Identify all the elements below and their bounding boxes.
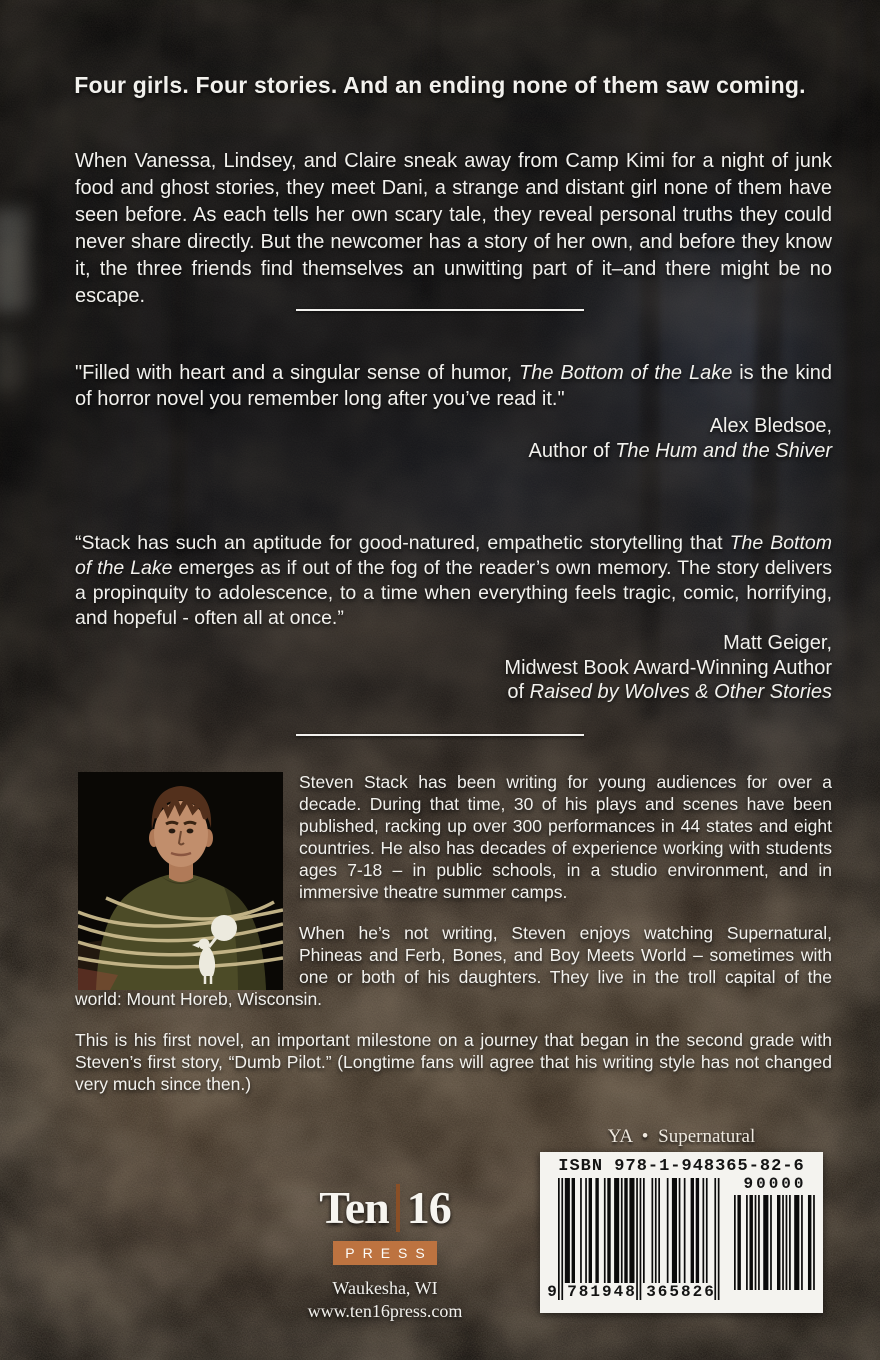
review-attribution-2 — [75, 631, 832, 705]
reviewer-name: Alex Bledsoe, — [709, 415, 832, 437]
review-quote-2: “Stack has such an aptitude for good-natured, empathetic storytelling that The Bottom of the Lake emerges as if out of the fog of the reader’s own memory. The story delivers a propinquity to adolescence, to a time when everything feels tragic, comic, horrifying, and hopeful - often all at once.” — [75, 531, 832, 629]
publisher-website: www.ten16press.com — [307, 1301, 463, 1321]
isbn-label: ISBN 978-1-948365-82-6 — [558, 1157, 805, 1176]
reviewer-name: Matt Geiger, — [723, 632, 832, 654]
ean13-barcode — [558, 1178, 720, 1300]
ean5-supplement-barcode — [734, 1195, 815, 1290]
barcode-digit-group: 365826 — [646, 1283, 716, 1301]
divider-rule — [296, 734, 584, 736]
genre-category-label: YA • Supernatural — [607, 1126, 756, 1147]
publisher-logo-block — [270, 1181, 500, 1322]
press-label: PRESS — [333, 1241, 436, 1265]
bio-paragraph-2: When he’s not writing, Steven enjoys watching Supernatural, Phineas and Ferb, Bones, and Boy Meets World – sometimes with one or both of his daughters. They live in the troll capital of the world: Mount Horeb, Wisconsin. — [75, 923, 832, 1009]
barcode-digit-group: 9 — [547, 1283, 559, 1301]
logo-text-right: 16 — [406, 1182, 451, 1233]
logo-divider-bar — [396, 1184, 400, 1232]
bio-paragraph-1: Steven Stack has been writing for young audiences for over a decade. During that time, 30 of his plays and scenes have been published, racking up over 300 performances in 44 states and eight countries. He also has decades of experience working with students ages 7-18 – in public schools, in a studio environment, and in immersive theatre summer camps. — [299, 772, 832, 902]
ten16-logo — [270, 1181, 500, 1234]
logo-text-left: Ten — [319, 1182, 389, 1233]
barcode-digit-group: 781948 — [567, 1283, 637, 1301]
photo-spacer — [75, 771, 299, 973]
publisher-city: Waukesha, WI — [332, 1278, 438, 1298]
bio-paragraph-3: This is his first novel, an important milestone on a journey that began in the second grade with Steven’s first story, “Dumb Pilot.” (Longtime fans will agree that his writing style has not changed very much since then.) — [75, 1030, 832, 1094]
reviewer-title: Author of The Hum and the Shiver — [528, 440, 832, 462]
reviewer-work: of Raised by Wolves & Other Stories — [507, 681, 832, 703]
isbn-barcode-block — [540, 1152, 823, 1313]
reviewer-title: Midwest Book Award-Winning Author — [504, 656, 832, 679]
divider-rule — [296, 309, 584, 311]
price-code: 90000 — [743, 1175, 807, 1193]
tagline: Four girls. Four stories. And an ending none of them saw coming. — [74, 72, 806, 98]
author-bio — [75, 771, 832, 1114]
review-attribution-1 — [75, 414, 832, 464]
review-quote-1: "Filled with heart and a singular sense of humor, The Bottom of the Lake is the kind of horror novel you remember long after you’ve read it." — [75, 362, 833, 410]
synopsis: When Vanessa, Lindsey, and Claire sneak away from Camp Kimi for a night of junk food and ghost stories, they meet Dani, a strange and distant girl none of them have seen before. As each tells her own scary tale, they reveal personal truths they could never share directly. But the newcomer has a story of her own, and before they know it, the three friends find themselves an unwitting part of it–and there might be no escape. — [75, 150, 832, 307]
